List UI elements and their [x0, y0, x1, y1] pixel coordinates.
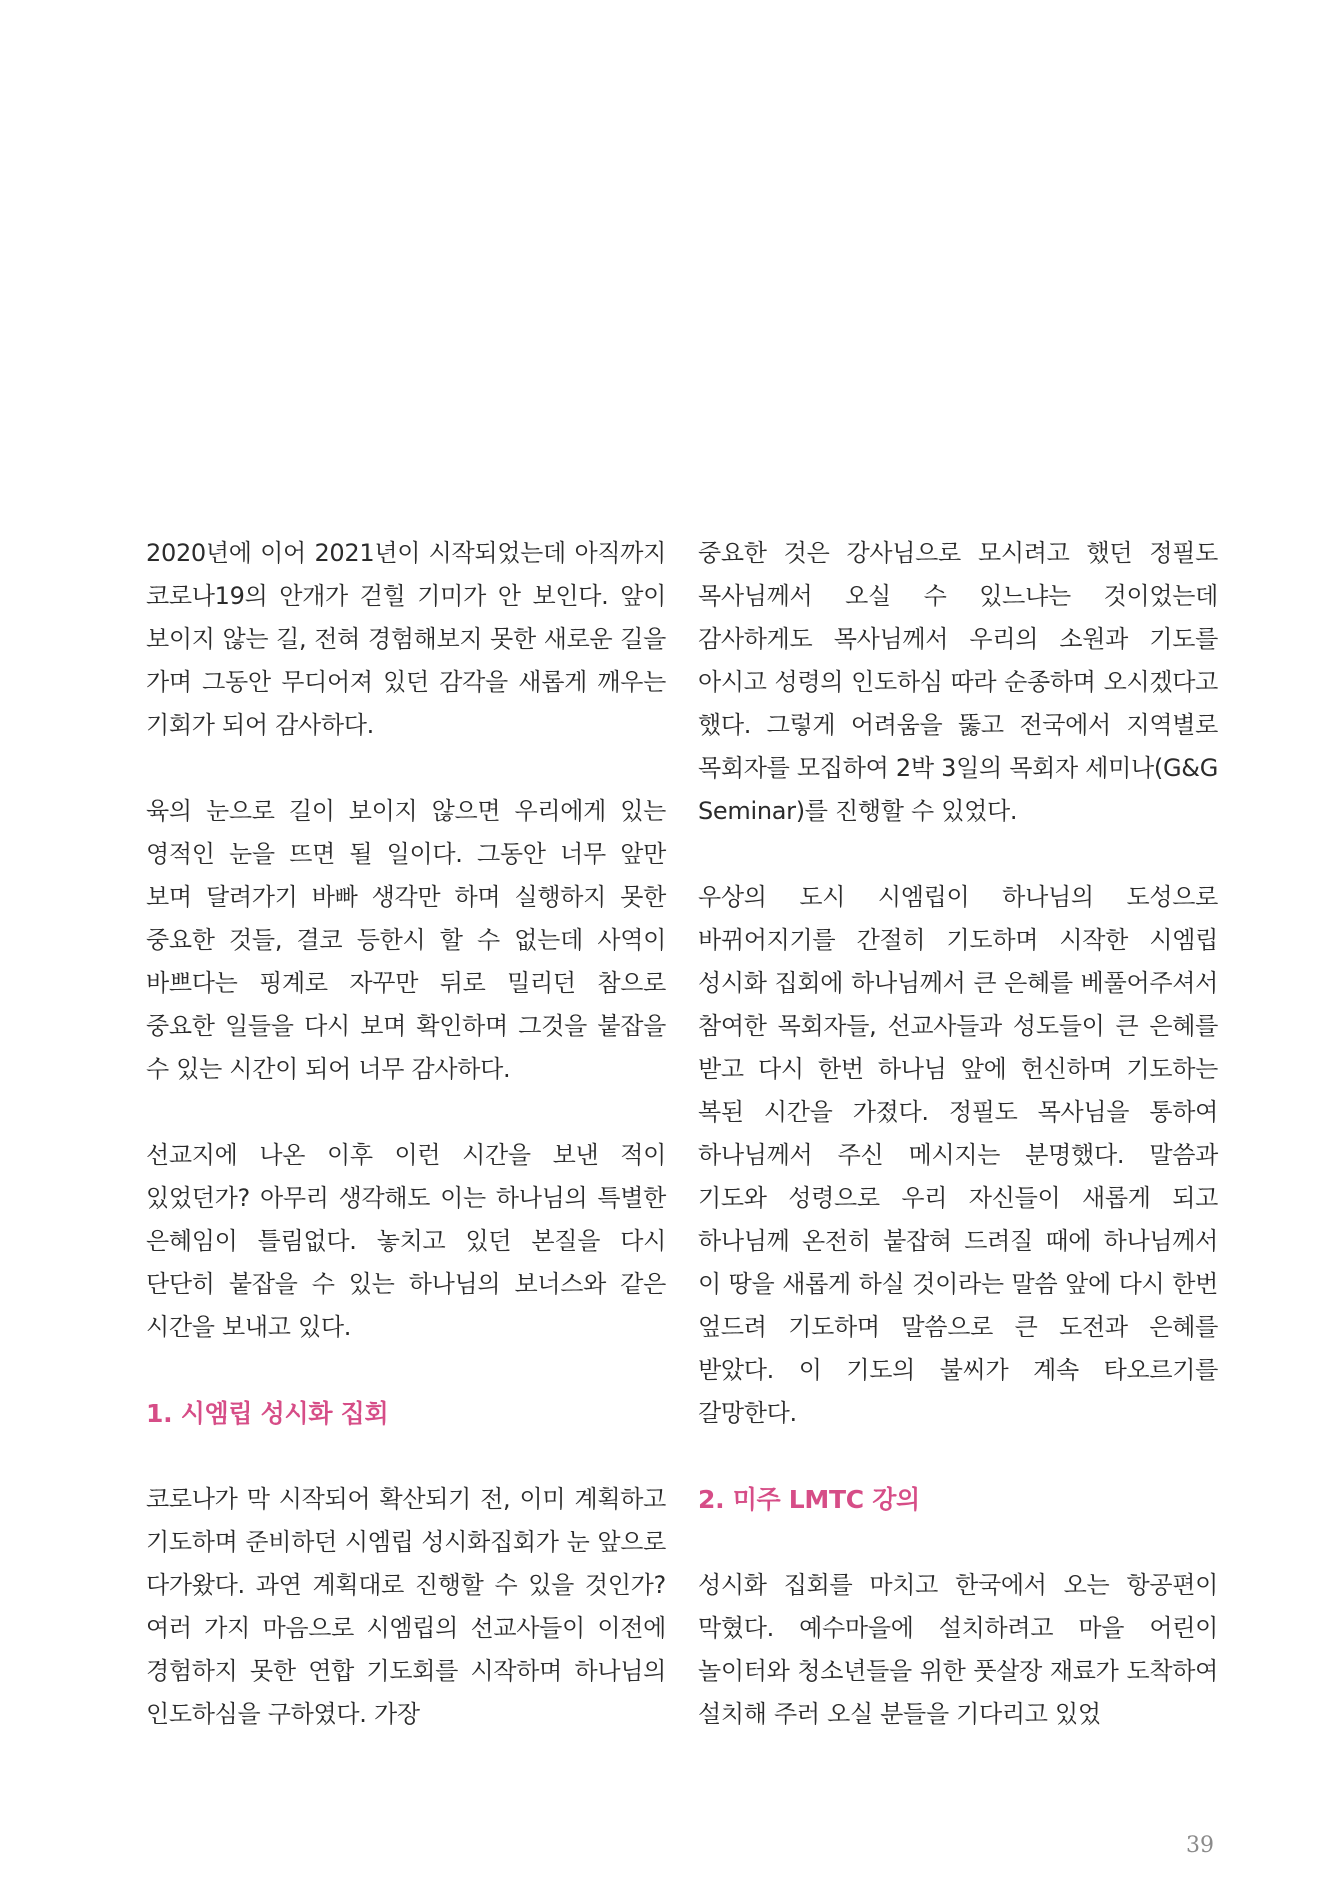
section-heading-1: 1. 시엠립 성시화 집회 — [146, 1399, 389, 1428]
left-paragraph-1: 2020년에 이어 2021년이 시작되었는데 아직까지 코로나19의 안개가 걷힐 기미가 안 보인다. 앞이 보이지 않는 길, 전혀 경험해보지 못한 새로운 길을 가며 그동안 무디어져 있던 감각을 새롭게 깨우는 기회가 되어 감사하다. — [146, 539, 666, 739]
page-number: 39 — [1186, 1833, 1214, 1858]
left-paragraph-2: 육의 눈으로 길이 보이지 않으면 우리에게 있는 영적인 눈을 뜨면 될 일이다. 그동안 너무 앞만 보며 달려가기 바빠 생각만 하며 실행하지 못한 중요한 것들, 결코 등한시 할 수 없는데 사역이 바쁘다는 핑계로 자꾸만 뒤로 밀리던 참으로 중요한 일들을 다시 보며 확인하며 그것을 붙잡을 수 있는 시간이 되어 너무 감사하다. — [146, 797, 666, 1083]
left-paragraph-3: 선교지에 나온 이후 이런 시간을 보낸 적이 있었던가? 아무리 생각해도 이는 하나님의 특별한 은혜임이 틀림없다. 놓치고 있던 본질을 다시 단단히 붙잡을 수 있는 하나님의 보너스와 같은 시간을 보내고 있다. — [146, 1141, 666, 1341]
section-heading-2: 2. 미주 LMTC 강의 — [698, 1485, 920, 1514]
right-paragraph-1: 중요한 것은 강사님으로 모시려고 했던 정필도 목사님께서 오실 수 있느냐는 것이었는데 감사하게도 목사님께서 우리의 소원과 기도를 아시고 성령의 인도하심 따라 순종하며 오시겠다고 했다. 그렇게 어려움을 뚫고 전국에서 지역별로 목회자를 모집하여 2박 3일의 목회자 세미나(G&G Seminar)를 진행할 수 있었다. — [698, 539, 1218, 825]
left-column — [146, 532, 666, 1779]
right-paragraph-3: 성시화 집회를 마치고 한국에서 오는 항공편이 막혔다. 예수마을에 설치하려고 마을 어린이 놀이터와 청소년들을 위한 풋살장 재료가 도착하여 설치해 주러 오실 분들을 기다리고 있었 — [698, 1571, 1218, 1728]
right-column — [698, 532, 1218, 1779]
left-paragraph-4: 코로나가 막 시작되어 확산되기 전, 이미 계획하고 기도하며 준비하던 시엠립 성시화집회가 눈 앞으로 다가왔다. 과연 계획대로 진행할 수 있을 것인가? 여러 가지 마음으로 시엠립의 선교사들이 이전에 경험하지 못한 연합 기도회를 시작하며 하나님의 인도하심을 구하였다. 가장 — [146, 1485, 666, 1728]
right-paragraph-2: 우상의 도시 시엠립이 하나님의 도성으로 바뀌어지기를 간절히 기도하며 시작한 시엠립 성시화 집회에 하나님께서 큰 은혜를 베풀어주셔서 참여한 목회자들, 선교사들과 성도들이 큰 은혜를 받고 다시 한번 하나님 앞에 헌신하며 기도하는 복된 시간을 가졌다. 정필도 목사님을 통하여 하나님께서 주신 메시지는 분명했다. 말씀과 기도와 성령으로 우리 자신들이 새롭게 되고 하나님께 온전히 붙잡혀 드려질 때에 하나님께서 이 땅을 새롭게 하실 것이라는 말씀 앞에 다시 한번 엎드려 기도하며 말씀으로 큰 도전과 은혜를 받았다. 이 기도의 불씨가 계속 타오르기를 갈망한다. — [698, 883, 1218, 1427]
